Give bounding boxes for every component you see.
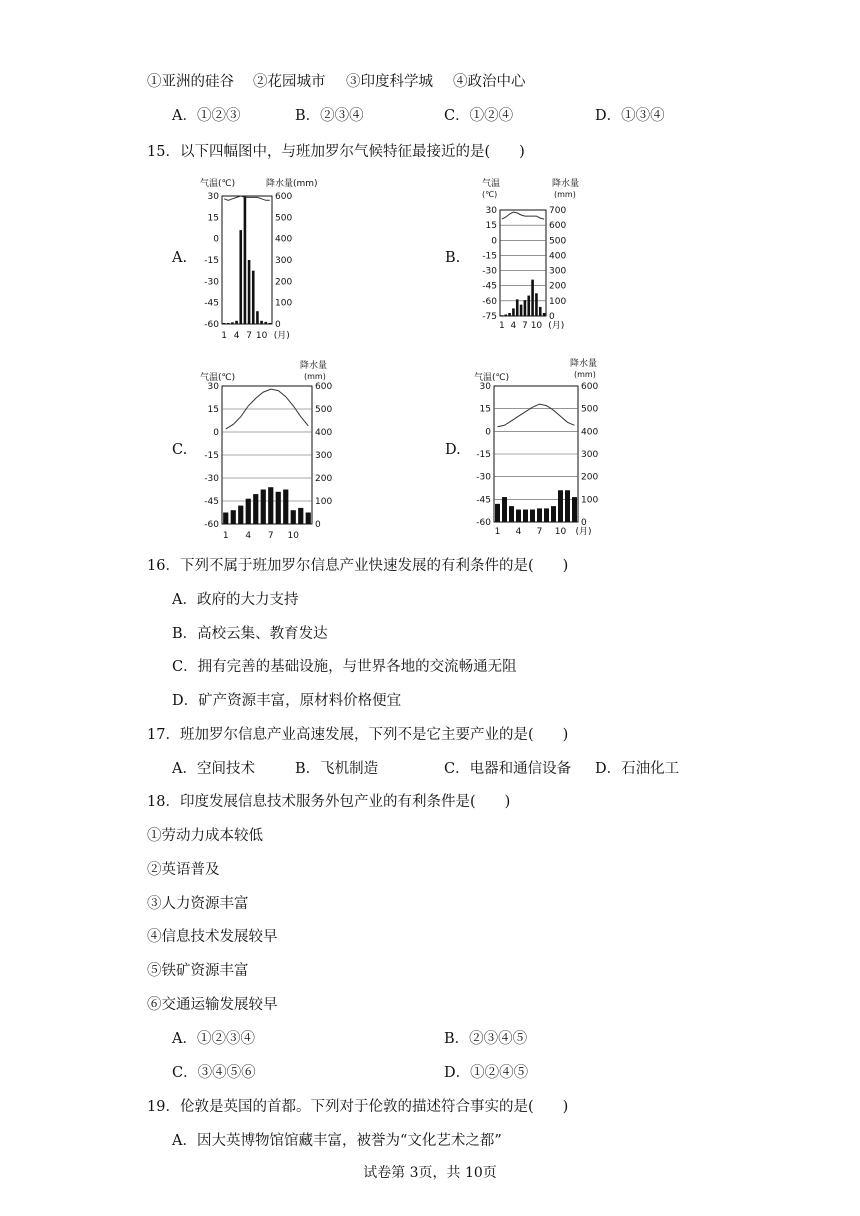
chart-a-bar-month-8 <box>252 271 255 324</box>
chart-a-temp-tick: -45 <box>204 298 219 309</box>
chart-b-x-tick: 4 <box>510 321 517 331</box>
chart-d-bar-month-10 <box>558 490 563 522</box>
chart-d-bar-month-12 <box>572 497 577 522</box>
chart-a-bar-month-7 <box>248 260 251 324</box>
q16-option-d[interactable]: D．矿产资源丰富，原材料价格便宜 <box>172 693 402 709</box>
chart-a-temp-line <box>224 196 270 200</box>
chart-b-temp-line <box>502 212 544 219</box>
chart-d-precip-ticks <box>581 382 598 528</box>
chart-a-precip-tick: 400 <box>275 234 293 245</box>
q18-item-1: ①劳动力成本较低 <box>147 828 263 844</box>
climate-chart-a <box>196 176 336 346</box>
chart-c-bar-month-5 <box>253 494 258 524</box>
chart-b-label[interactable]: B. <box>445 250 461 266</box>
chart-c-label[interactable]: C. <box>172 442 188 458</box>
chart-d-temp-tick: 15 <box>479 404 491 415</box>
chart-a-x-ticks <box>221 330 290 341</box>
chart-a-bar-month-5 <box>239 230 242 324</box>
chart-a-x-tick: 10 <box>255 331 268 341</box>
chart-b-bar-month-5 <box>516 299 519 316</box>
q16-option-a[interactable]: A．政府的大力支持 <box>172 592 299 608</box>
chart-b-bar-month-7 <box>524 300 527 316</box>
chart-b-temp-tick: -60 <box>482 296 497 307</box>
chart-b-bar-month-4 <box>512 308 515 316</box>
q14-option-b[interactable]: B．②③④ <box>295 108 364 124</box>
chart-b-precip-tick: 0 <box>549 312 555 322</box>
chart-b-bar-month-9 <box>531 280 534 316</box>
chart-d-x-ticks <box>495 526 592 537</box>
chart-c-temp-tick: -15 <box>204 451 219 461</box>
chart-b-precip-tick: 300 <box>549 266 567 277</box>
chart-c-temp-tick: 15 <box>207 405 219 415</box>
chart-a-temp-tick: -15 <box>204 256 219 266</box>
q18-option-c[interactable]: C．③④⑤⑥ <box>172 1065 256 1081</box>
chart-b-bar-month-3 <box>508 313 511 316</box>
chart-d-bar-month-5 <box>523 510 528 522</box>
chart-c-bars <box>223 487 311 524</box>
climate-chart-c <box>196 358 346 540</box>
q19-stem: 19．伦敦是英国的首都。下列对于伦敦的描述符合事实的是( ) <box>147 1099 569 1115</box>
chart-d-bar-month-11 <box>565 490 570 522</box>
chart-c-precip-tick: 500 <box>315 405 333 415</box>
chart-a-label[interactable]: A. <box>172 250 188 266</box>
chart-d-bar-month-1 <box>495 504 500 522</box>
chart-d-temp-ticks <box>476 382 491 528</box>
chart-c-bar-month-3 <box>238 506 243 524</box>
q17-option-b[interactable]: B．飞机制造 <box>295 761 379 777</box>
chart-b-grid <box>500 210 546 316</box>
q18-option-d[interactable]: D．①②④⑤ <box>444 1065 529 1081</box>
chart-b-temp-tick: 0 <box>491 236 497 247</box>
q18-item-2: ②英语普及 <box>147 862 220 878</box>
chart-c-x-ticks <box>223 531 299 541</box>
chart-c-precip-tick: 0 <box>315 520 321 530</box>
chart-c-x-tick: 7 <box>267 531 274 541</box>
q14-item-3: ③印度科学城 <box>346 74 433 90</box>
chart-b-frame <box>500 210 546 316</box>
chart-b-x-ticks <box>499 320 564 331</box>
chart-a-x-tick: 7 <box>246 331 252 341</box>
chart-a-grid <box>222 196 272 324</box>
chart-c-precip-label-1: 降水量 <box>300 361 328 371</box>
chart-c-precip-tick: 400 <box>315 428 333 438</box>
chart-a-bar-month-11 <box>264 322 267 324</box>
q17-option-c[interactable]: C．电器和通信设备 <box>444 761 572 777</box>
chart-d-bar-month-3 <box>509 506 514 522</box>
chart-d-precip-tick: 0 <box>581 518 587 528</box>
chart-a-frame <box>222 196 272 324</box>
chart-a-x-unit: (月) <box>273 331 290 341</box>
chart-b-bar-month-12 <box>543 313 546 316</box>
chart-b-bar-month-6 <box>520 305 523 316</box>
q18-item-3: ③人力资源丰富 <box>147 896 249 912</box>
chart-a-temp-tick: 0 <box>213 234 219 245</box>
chart-c-precip-tick: 100 <box>315 497 333 507</box>
chart-b-precip-tick: 600 <box>549 221 567 232</box>
chart-c-grid <box>222 386 312 524</box>
chart-d-bar-month-2 <box>502 497 507 522</box>
q16-option-b[interactable]: B．高校云集、教育发达 <box>172 626 328 642</box>
chart-d-precip-label-2: (mm) <box>574 370 596 379</box>
chart-b-precip-tick: 700 <box>549 206 567 216</box>
q18-item-4: ④信息技术发展较早 <box>147 929 278 945</box>
chart-c-bar-month-12 <box>306 513 311 525</box>
chart-c-temp-tick: 30 <box>207 382 219 392</box>
chart-a-temp-ticks <box>204 192 219 330</box>
chart-d-precip-tick: 300 <box>581 450 599 460</box>
chart-d-bar-month-6 <box>530 510 535 522</box>
chart-b-bars <box>501 280 546 316</box>
chart-c-bar-month-8 <box>276 492 281 524</box>
chart-b-temp-tick: -30 <box>482 266 497 277</box>
chart-a-precip-tick: 600 <box>275 192 293 202</box>
chart-a-x-tick: 1 <box>221 331 227 341</box>
chart-b-temp-tick: -75 <box>482 312 497 322</box>
chart-c-bar-month-2 <box>231 510 236 524</box>
chart-b-precip-tick: 200 <box>549 281 567 292</box>
chart-d-temp-tick: -60 <box>476 518 491 528</box>
q14-option-c[interactable]: C．①②④ <box>444 108 514 124</box>
chart-c-bar-month-6 <box>261 490 266 525</box>
chart-c-x-tick: 10 <box>287 531 299 541</box>
chart-a-bar-month-1 <box>223 323 226 324</box>
chart-d-x-unit: (月) <box>575 527 592 537</box>
chart-a-bar-month-2 <box>227 323 230 324</box>
chart-a-bar-month-3 <box>231 322 234 324</box>
q18-stem: 18．印度发展信息技术服务外包产业的有利条件是( ) <box>147 794 511 810</box>
chart-b-temp-tick: -15 <box>482 251 497 262</box>
chart-a-bar-month-12 <box>269 323 272 324</box>
chart-b-temp-label-1: 气温 <box>482 179 501 189</box>
q16-option-c[interactable]: C．拥有完善的基础设施，与世界各地的交流畅通无阻 <box>172 659 517 675</box>
chart-b-bar-month-1 <box>501 315 504 316</box>
q14-option-d[interactable]: D．①③④ <box>595 108 665 124</box>
chart-d-bar-month-9 <box>551 506 556 522</box>
chart-a-x-tick: 4 <box>233 331 240 341</box>
chart-d-precip-tick: 100 <box>581 495 599 506</box>
chart-c-temp-label: 气温(℃) <box>200 373 236 383</box>
q18-option-b[interactable]: B．②③④⑤ <box>444 1031 528 1047</box>
chart-b-x-tick: 1 <box>499 321 505 331</box>
chart-c-precip-ticks <box>315 382 332 530</box>
chart-d-x-tick: 10 <box>554 527 567 537</box>
q19-option-a[interactable]: A．因大英博物馆馆藏丰富，被誉为“文化艺术之都” <box>172 1133 502 1149</box>
page-footer: 试卷第 3页，共 10页 <box>363 1165 497 1181</box>
climate-chart-d <box>470 356 620 538</box>
chart-b-precip-label-1: 降水量 <box>552 179 580 189</box>
q17-option-a[interactable]: A．空间技术 <box>172 761 255 777</box>
chart-d-temp-tick: -30 <box>476 472 491 483</box>
chart-c-bar-month-7 <box>268 487 273 524</box>
chart-c-temp-tick: -30 <box>204 474 219 484</box>
chart-a-precip-tick: 200 <box>275 277 293 288</box>
chart-c-precip-tick: 300 <box>315 451 333 461</box>
chart-b-bar-month-11 <box>539 307 542 316</box>
chart-b-precip-tick: 500 <box>549 236 567 247</box>
chart-a-precip-label: 降水量(mm) <box>266 179 318 189</box>
chart-b-temp-ticks <box>482 206 497 322</box>
chart-d-precip-tick: 500 <box>581 404 599 415</box>
q18-item-5: ⑤铁矿资源丰富 <box>147 963 249 979</box>
chart-c-temp-tick: -60 <box>204 520 219 530</box>
chart-b-temp-tick: 30 <box>485 206 497 216</box>
chart-a-temp-tick: 15 <box>207 213 219 224</box>
chart-c-precip-label-2: (mm) <box>304 372 326 381</box>
q14-option-a[interactable]: A．①②③ <box>172 108 241 124</box>
chart-b-bar-month-10 <box>535 293 538 316</box>
chart-c-bar-month-1 <box>223 513 228 525</box>
chart-a-precip-tick: 0 <box>275 320 281 330</box>
chart-d-temp-tick: -45 <box>476 495 491 506</box>
chart-c-temp-ticks <box>204 382 219 530</box>
chart-d-precip-tick: 600 <box>581 382 599 392</box>
chart-c-bar-month-11 <box>298 508 303 524</box>
chart-b-temp-tick: 15 <box>485 221 497 232</box>
chart-d-bar-month-4 <box>516 510 521 522</box>
climate-chart-b <box>470 176 620 346</box>
q16-stem: 16．下列不属于班加罗尔信息产业快速发展的有利条件的是( ) <box>147 558 569 574</box>
chart-b-precip-tick: 400 <box>549 251 567 262</box>
chart-a-temp-tick: 30 <box>207 192 219 202</box>
chart-b-temp-label-2: (℃) <box>482 190 498 199</box>
chart-d-x-tick: 7 <box>536 527 543 537</box>
q18-option-a[interactable]: A．①②③④ <box>172 1031 255 1047</box>
chart-d-precip-tick: 400 <box>581 427 599 438</box>
chart-b-precip-tick: 100 <box>549 296 567 307</box>
chart-b-bar-month-2 <box>504 314 507 316</box>
q15-stem: 15．以下四幅图中，与班加罗尔气候特征最接近的是( ) <box>147 144 525 160</box>
chart-d-temp-tick: 0 <box>485 427 491 438</box>
chart-a-precip-tick: 100 <box>275 298 293 309</box>
chart-d-bars <box>495 490 577 522</box>
chart-c-temp-tick: -45 <box>204 497 219 507</box>
chart-b-precip-label-2: (mm) <box>554 190 576 199</box>
chart-d-temp-tick: -15 <box>476 450 491 460</box>
chart-d-precip-label-1: 降水量 <box>570 359 598 369</box>
chart-c-precip-tick: 600 <box>315 382 333 392</box>
chart-b-bar-month-8 <box>527 296 530 316</box>
chart-d-x-tick: 4 <box>515 527 522 537</box>
chart-c-bar-month-9 <box>283 490 288 525</box>
chart-b-x-tick: 10 <box>530 321 543 331</box>
chart-a-temp-tick: -60 <box>204 320 219 330</box>
chart-b-x-unit: (月) <box>548 321 565 331</box>
chart-a-bar-month-10 <box>260 321 263 324</box>
chart-c-x-tick: 4 <box>245 531 252 541</box>
q14-item-4: ④政治中心 <box>453 74 526 90</box>
chart-d-precip-tick: 200 <box>581 472 599 483</box>
chart-a-temp-tick: -30 <box>204 277 219 288</box>
q14-item-2: ②花园城市 <box>253 74 326 90</box>
chart-d-temp-label: 气温(℃) <box>474 373 510 383</box>
chart-a-precip-tick: 500 <box>275 213 293 224</box>
chart-b-temp-tick: -45 <box>482 281 497 292</box>
chart-d-temp-line <box>498 404 575 427</box>
chart-a-bar-month-4 <box>235 321 238 324</box>
chart-d-bar-month-8 <box>544 508 549 522</box>
chart-d-label[interactable]: D. <box>445 442 461 458</box>
chart-a-precip-tick: 300 <box>275 256 293 266</box>
chart-c-x-tick: 1 <box>222 531 229 541</box>
chart-a-bar-month-6 <box>244 196 247 324</box>
chart-a-temp-label: 气温(℃) <box>200 179 236 189</box>
chart-c-bar-month-10 <box>291 510 296 524</box>
chart-c-temp-tick: 0 <box>213 428 219 438</box>
q17-option-d[interactable]: D．石油化工 <box>595 761 680 777</box>
q17-stem: 17．班加罗尔信息产业高速发展，下列不是它主要产业的是( ) <box>147 727 569 743</box>
chart-c-bar-month-4 <box>246 499 251 524</box>
chart-d-temp-tick: 30 <box>479 382 491 392</box>
q18-item-6: ⑥交通运输发展较早 <box>147 997 278 1013</box>
chart-a-bar-month-9 <box>256 311 259 324</box>
chart-a-bars <box>223 196 271 324</box>
chart-d-x-tick: 1 <box>494 527 501 537</box>
chart-d-bar-month-7 <box>537 508 542 522</box>
q14-item-1: ①亚洲的硅谷 <box>147 74 234 90</box>
chart-c-precip-tick: 200 <box>315 474 333 484</box>
chart-a-precip-ticks <box>275 192 292 330</box>
chart-b-x-tick: 7 <box>522 321 528 331</box>
chart-b-precip-ticks <box>549 206 566 322</box>
